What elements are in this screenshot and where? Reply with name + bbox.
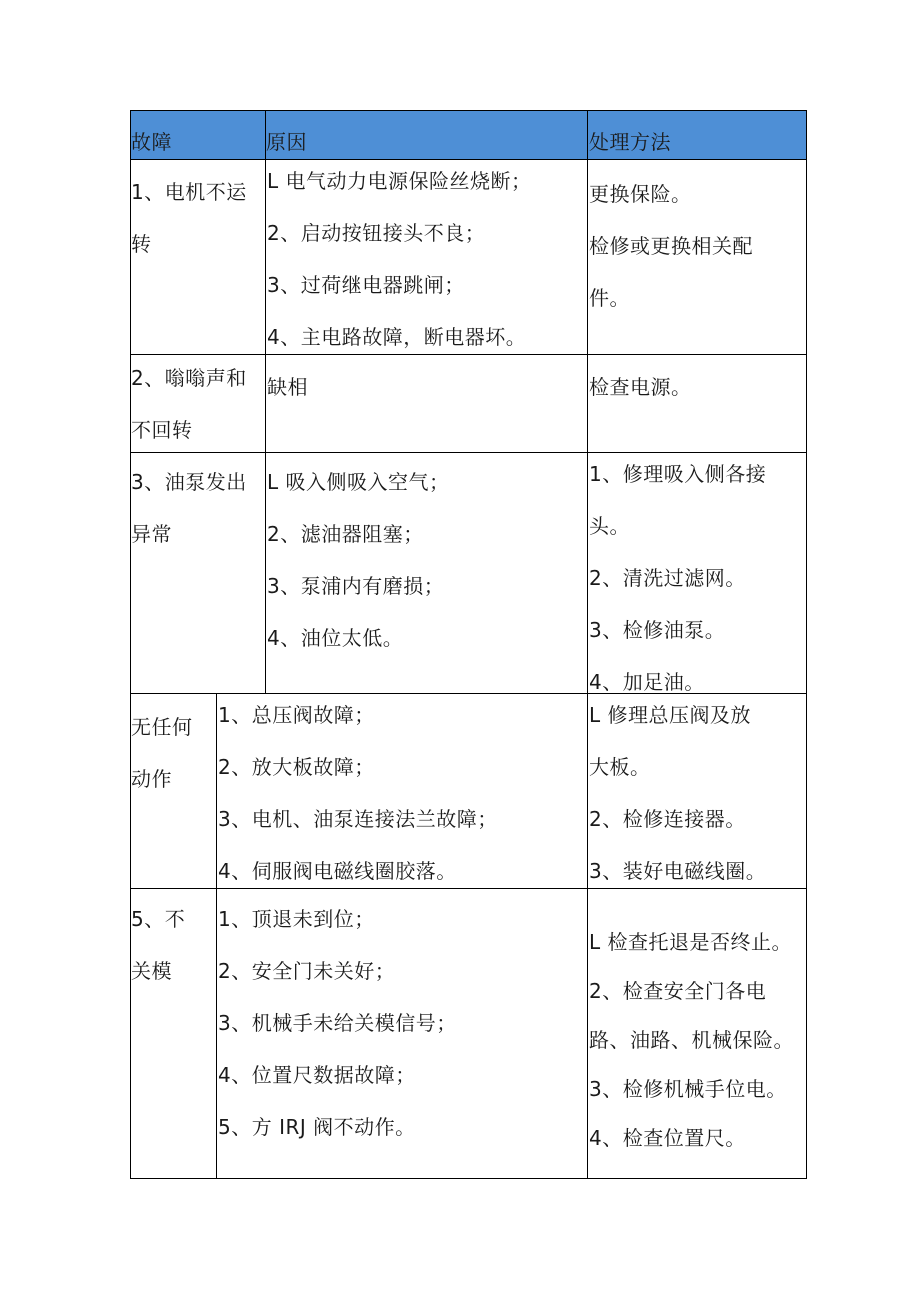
header-cause: 原因: [266, 130, 307, 154]
cause-line: 4、油位太低。: [267, 626, 404, 650]
fault-line: 关模: [131, 959, 172, 983]
cause-line: 1、顶退未到位；: [218, 907, 375, 931]
row-2-fault: [131, 352, 264, 452]
row-2-remedies: [589, 361, 805, 452]
fault-line: 1、电机不运: [131, 180, 247, 204]
cause-line: 2、放大板故障；: [218, 755, 375, 779]
cause-line: 3、机械手未给关模信号；: [218, 1011, 457, 1035]
row-3-causes: [267, 456, 586, 693]
cause-line: 3、泵浦内有磨损；: [267, 574, 445, 598]
row-5-fault: [131, 893, 215, 1178]
remedy-line: 3、检修油泵。: [589, 618, 726, 642]
cause-line: 4、主电路故障，断电器坏。: [267, 325, 527, 349]
cause-line: 4、位置尺数据故障；: [218, 1063, 416, 1087]
remedy-line: 4、加足油。: [589, 670, 705, 693]
remedy-line: 3、检修机械手位电。: [589, 1077, 787, 1101]
row-5-causes: [218, 893, 586, 1178]
fault-line: 2、嗡嗡声和: [131, 366, 247, 390]
row-1-remedies: [589, 168, 805, 354]
fault-line: 转: [131, 232, 152, 256]
cause-line: 3、电机、油泵连接法兰故障；: [218, 807, 498, 831]
cause-line: 3、过荷继电器跳闸；: [267, 273, 465, 297]
cause-line: 2、启动按钮接头不良；: [267, 221, 486, 245]
remedy-line: 件。: [589, 286, 630, 310]
cause-line: L 电气动力电源保险丝烧断；: [267, 169, 532, 193]
remedy-line: L 检查托退是否终止。: [589, 930, 792, 954]
fault-line: 5、不: [131, 907, 186, 931]
fault-line: 无任何: [131, 715, 193, 739]
header-fault: 故障: [131, 130, 172, 154]
row-4-causes: [218, 689, 586, 888]
remedy-line: 更换保险。: [589, 182, 692, 206]
remedy-line: 检修或更换相关配: [589, 234, 753, 258]
cause-line: 2、安全门未关好；: [218, 959, 396, 983]
row-1-causes: [267, 155, 586, 354]
remedy-line: 大板。: [589, 755, 651, 779]
row-1-fault: [131, 166, 264, 354]
remedy-line: 4、检查位置尺。: [589, 1126, 746, 1150]
row-5-remedies: [589, 918, 805, 1178]
cause-line: 2、滤油器阻塞；: [267, 522, 424, 546]
fault-line: 动作: [131, 767, 172, 791]
remedy-line: 2、检修连接器。: [589, 807, 746, 831]
cause-line: 1、总压阀故障；: [218, 703, 375, 727]
remedy-line: 路、油路、机械保险。: [589, 1028, 794, 1052]
remedy-line: 3、装好电磁线圈。: [589, 859, 767, 883]
cause-line: 5、方 IRJ 阀不动作。: [218, 1115, 416, 1139]
remedy-line: 检查电源。: [589, 375, 692, 399]
cause-line: L 吸入侧吸入空气；: [267, 470, 450, 494]
column-divider-fault-cause-lower: [216, 693, 217, 1178]
column-divider-cause-remedy: [587, 110, 588, 1179]
column-divider-fault-cause-upper: [265, 110, 266, 693]
table-border-bottom: [130, 1178, 807, 1179]
remedy-line: 2、检查安全门各电: [589, 979, 767, 1003]
fault-line: 3、油泵发出: [131, 470, 247, 494]
remedy-line: 2、清洗过滤网。: [589, 566, 746, 590]
header-remedy: 处理方法: [589, 130, 671, 154]
remedy-line: L 修理总压阀及放: [589, 703, 751, 727]
table-border-right: [806, 110, 807, 1179]
remedy-line: 1、修理吸入侧各接: [589, 462, 767, 486]
remedy-line: 头。: [589, 514, 630, 538]
row-4-remedies: [589, 689, 805, 888]
row-3-remedies: [589, 448, 805, 693]
row-divider-4: [130, 888, 807, 889]
fault-line: 不回转: [131, 418, 193, 442]
table-border-top: [130, 110, 807, 111]
cause-line: 4、伺服阀电磁线圈胶落。: [218, 859, 457, 883]
row-4-fault: [131, 701, 215, 888]
row-2-causes: [267, 361, 586, 452]
fault-line: 异常: [131, 522, 172, 546]
cause-line: 缺相: [267, 375, 308, 399]
row-3-fault: [131, 456, 264, 693]
